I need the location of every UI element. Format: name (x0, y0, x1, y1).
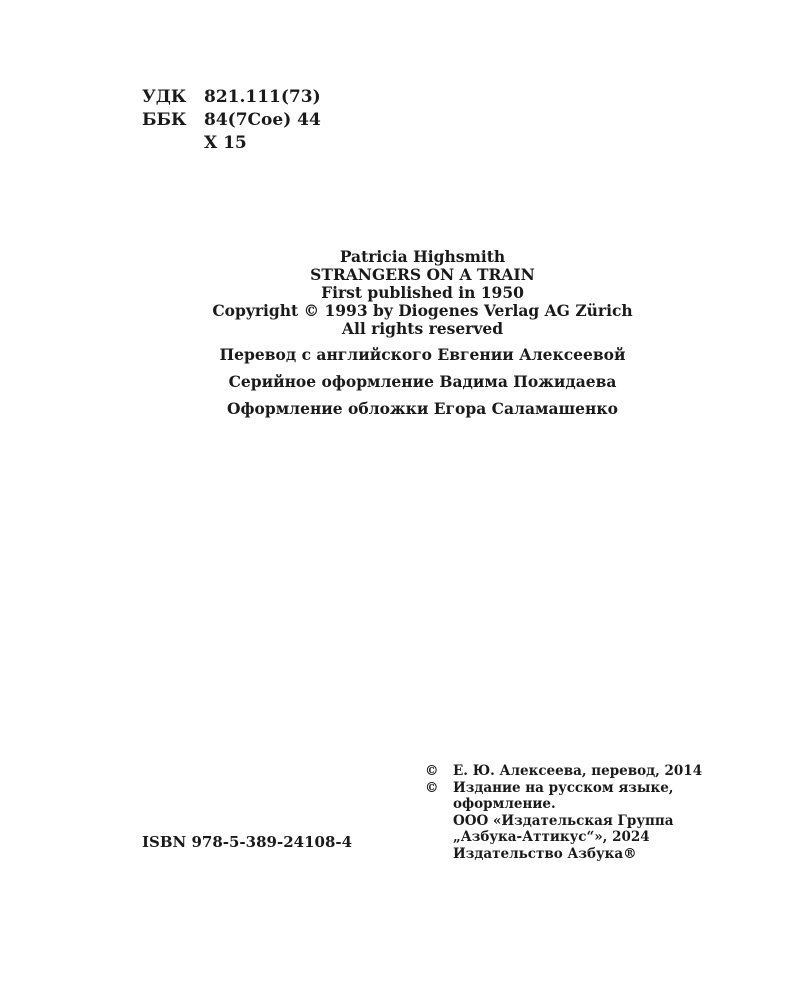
isbn: ISBN 978-5-389-24108-4 (142, 833, 353, 851)
author-mark-spacer (142, 132, 204, 155)
udk-label: УДК (142, 87, 187, 107)
copyright-line: Издание на русском языке, (453, 779, 674, 796)
bbk-row (142, 109, 321, 132)
copyright-lines (453, 780, 674, 863)
bbk-value: 84(7Сое) 44 (204, 110, 321, 130)
udk-value: 821.111(73) (204, 87, 321, 107)
copyright-symbol: © (425, 779, 439, 796)
copyright-line: „Азбука-Аттикус“», 2024 (453, 829, 650, 845)
copyright-line: Издательство Азбука® (453, 845, 637, 862)
original-title: STRANGERS ON A TRAIN (310, 265, 535, 284)
translation-credit: Перевод с английского Евгении Алексеевой (219, 345, 626, 364)
author-mark-row (142, 132, 321, 155)
copyright-symbol: © (425, 763, 439, 779)
original-copyright: Copyright © 1993 by Diogenes Verlag AG Zürich (212, 301, 633, 320)
series-design-credit: Серийное оформление Вадима Пожидаева (228, 372, 617, 391)
copyright-line: оформление. (453, 796, 556, 812)
copyright-entry-edition (425, 780, 702, 863)
copyright-entry-translation (425, 763, 702, 780)
udk-row (142, 86, 321, 109)
author-mark: Х 15 (204, 133, 247, 153)
copyright-line: ООО «Издательская Группа (453, 812, 674, 829)
first-published: First published in 1950 (321, 283, 524, 302)
classification-block (142, 86, 321, 155)
cover-design-credit: Оформление обложки Егора Саламашенко (227, 399, 618, 418)
copyright-block (425, 763, 702, 862)
bbk-label: ББК (142, 110, 187, 130)
copyright-line: Е. Ю. Алексеева, перевод, 2014 (453, 763, 703, 779)
rights-reserved: All rights reserved (341, 319, 504, 338)
credits-block (0, 346, 800, 427)
original-edition-block (0, 248, 800, 338)
copyright-lines (453, 763, 702, 780)
original-author: Patricia Highsmith (339, 247, 506, 266)
